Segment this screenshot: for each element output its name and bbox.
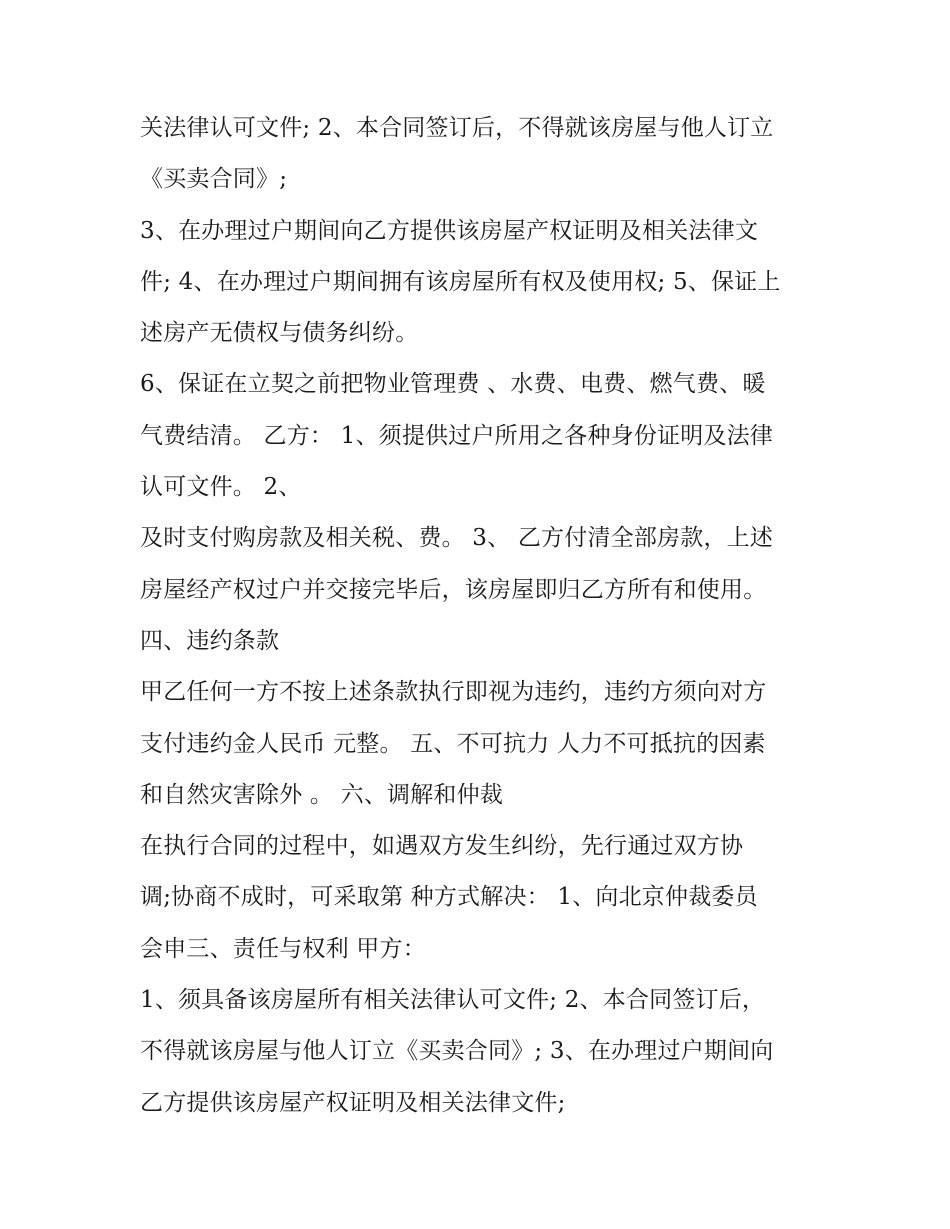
document-body: [140, 103, 820, 1129]
text-line: 气费结清。 乙方： 1、须提供过户所用之各种身份证明及法律: [140, 422, 774, 449]
text-line: 1、须具备该房屋所有相关法律认可文件; 2、本合同签订后，: [140, 987, 766, 1014]
text-line: 会申三、责任与权利 甲方：: [140, 935, 426, 962]
text-line: 6、保证在立契之前把物业管理费 、水费、电费、燃气费、暖: [140, 371, 766, 398]
text-line: 房屋经产权过户并交接完毕后，该房屋即归乙方所有和使用。: [140, 576, 767, 603]
text-line: 甲乙任何一方不按上述条款执行即视为违约，违约方须向对方: [140, 679, 767, 706]
text-line: 关法律认可文件; 2、本合同签订后，不得就该房屋与他人订立: [140, 115, 774, 141]
text-line: 《买卖合同》;: [140, 166, 288, 193]
text-line: 3、在办理过户期间向乙方提供该房屋产权证明及相关法律文: [140, 217, 759, 244]
text-line: 及时支付购房款及相关税、费。 3、 乙方付清全部房款，上述: [140, 525, 774, 552]
text-line: 调;协商不成时，可采取第 种方式解决： 1、向北京仲裁委员: [140, 884, 758, 911]
text-line: 支付违约金人民币 元整。 五、不可抗力 人力不可抵抗的因素: [140, 730, 766, 757]
text-line: 乙方提供该房屋产权证明及相关法律文件;: [140, 1089, 566, 1116]
section-heading: 四、违约条款: [140, 627, 280, 654]
text-line: 和自然灾害除外 。 六、调解和仲裁: [140, 781, 504, 808]
text-line: 在执行合同的过程中，如遇双方发生纠纷，先行通过双方协: [140, 833, 744, 860]
text-line: 认可文件。 2、: [140, 474, 302, 501]
text-line: 述房产无债权与债务纠纷。: [140, 320, 419, 347]
text-line: 件; 4、在办理过户期间拥有该房屋所有权及使用权; 5、保证上: [140, 268, 781, 295]
text-line: 不得就该房屋与他人订立《买卖合同》; 3、在办理过户期间向: [140, 1038, 774, 1065]
